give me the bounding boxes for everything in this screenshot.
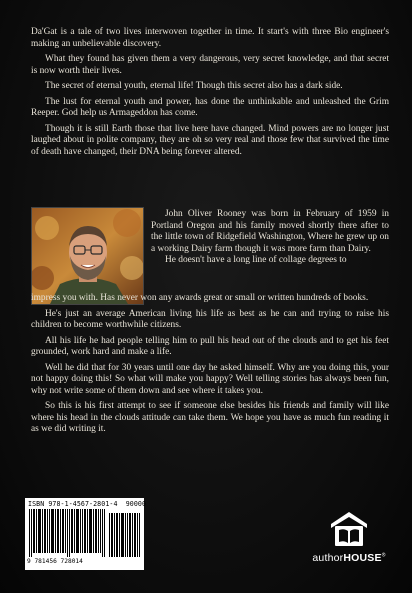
bio-paragraph: All his life he had people telling him to pull his head out of the clouds and to get his feet grounded, work hard and make a life.: [31, 335, 389, 357]
isbn-label: ISBN 978-1-4567-2801-4 90000: [28, 500, 147, 508]
publisher-logo: [309, 510, 389, 570]
price-addon: 90000: [125, 500, 147, 508]
house-book-icon: [309, 510, 389, 550]
publisher-name: authorHOUSE®: [312, 552, 386, 564]
barcode-digits: 9 781456 728014: [27, 558, 83, 565]
bio-paragraph: John Oliver Rooney was born in February of 1959 in Portland Oregon and his family moved shortly there after to the little town of Ridgefield Washington, Where he grew up on a working Dairy farm though it was more farm than Dairy.: [151, 209, 389, 254]
synopsis-paragraph: What they found has given them a very dangerous, very secret knowledge, and that secret is now worth their lives.: [31, 54, 389, 76]
synopsis-paragraph: Da'Gat is a tale of two lives interwoven together in time. It start's with three Bio engineer's making an unbelievable discovery.: [31, 27, 389, 49]
synopsis-paragraph: The lust for eternal youth and power, has done the unthinkable and unleashed the Grim Reeper. God help us Armageddon has come.: [31, 96, 389, 118]
synopsis-paragraph: The secret of eternal youth, eternal life! Though this secret also has a dark side.: [45, 81, 343, 91]
author-photo: [31, 207, 144, 305]
bio-paragraph: He's just an average American living his life as best as he can and trying to raise his children to become worthwhile citizens.: [31, 308, 389, 330]
bio-paragraph: So this is his first attempt to see if someone else besides his friends and family will like where his head in the clouds attitude can take them. We hope you have as much fun reading it as we did writing it.: [31, 401, 389, 434]
bio-paragraph: impress you with. Has never won any awards great or small or written hundreds of books.: [31, 293, 369, 303]
author-bio-top: [151, 209, 389, 267]
barcode-bars: [29, 509, 141, 557]
author-bio-bottom: [31, 293, 389, 440]
bio-paragraph: He doesn't have a long line of collage degrees to: [165, 255, 347, 265]
bio-paragraph: Well he did that for 30 years until one day he asked himself. Why are you doing this, your not happy doing this! So what will make you happy? Well telling stories has always been fun, why not write some of them down and see where it takes you.: [31, 362, 389, 396]
synopsis-paragraph: Though it is still Earth those that live here have changed. Mind powers are no longer just laughed about in polite company, they are oh so very real and those few that survived the time of death have changed, their DNA being forever altered.: [31, 123, 389, 157]
barcode: [25, 498, 147, 570]
synopsis: [31, 27, 389, 162]
